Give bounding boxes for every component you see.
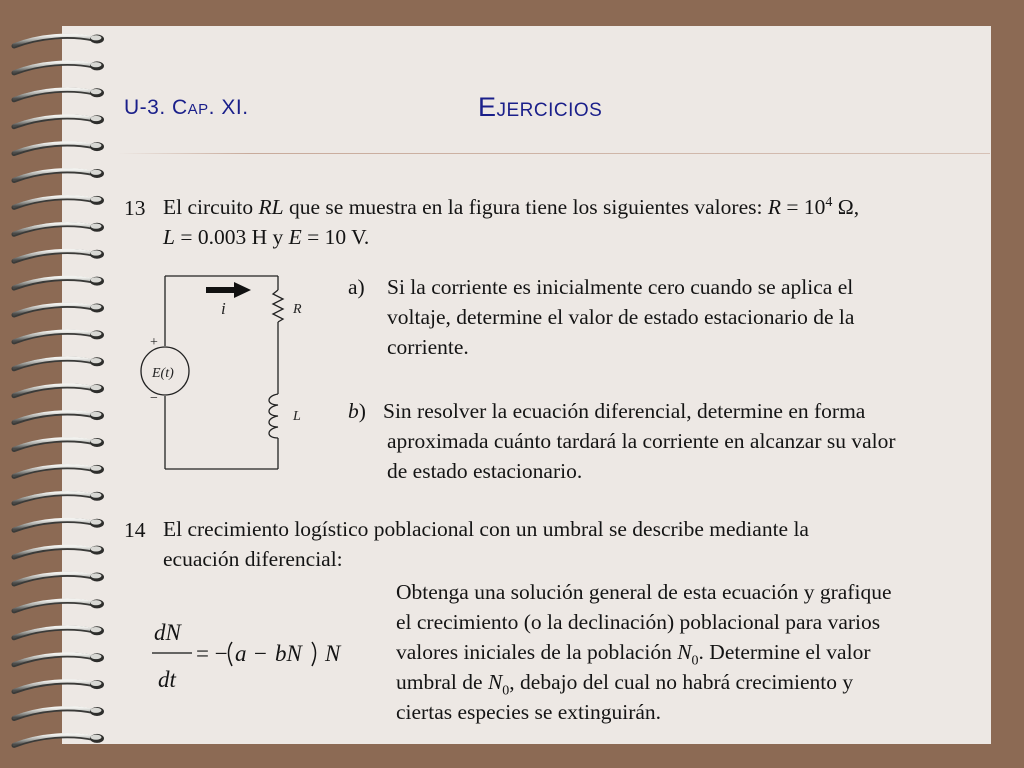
equation-minus: − <box>254 641 267 666</box>
minus-sign: − <box>150 391 158 406</box>
resistor-symbol <box>273 290 283 322</box>
plus-sign: + <box>150 335 158 350</box>
part-b-line2: aproximada cuánto tardará la corriente en alcanzar su valor <box>387 429 896 453</box>
exercise-14-body-line3: valores iniciales de la población $N_0$. Determine el valor <box>396 640 871 669</box>
binding-ring <box>14 653 104 665</box>
exercise-14-body-line5: ciertas especies se extinguirán. <box>396 700 662 724</box>
binding-ring <box>14 196 104 208</box>
part-a-line2: voltaje, determine el valor de estado estacionario de la <box>387 305 855 329</box>
part-a-line1: Si la corriente es inicialmente cero cuando se aplica el <box>387 275 854 299</box>
spiral-binding <box>0 0 120 768</box>
right-paren <box>312 642 316 666</box>
binding-ring <box>14 35 104 47</box>
rl-circuit-diagram <box>140 274 320 474</box>
part-a-line3: corriente. <box>387 335 469 359</box>
binding-ring <box>14 573 104 585</box>
binding-ring <box>14 599 104 611</box>
exercise-14-body-line2: el crecimiento (o la declinación) poblacional para varios <box>396 610 881 634</box>
current-arrow <box>206 282 251 298</box>
binding-ring <box>14 384 104 396</box>
exercise-14-body-line1: Obtenga una solución general de esta ecuación y grafique <box>396 580 892 604</box>
inductor-label: L <box>293 409 301 424</box>
exercise-14-number: 14 <box>124 518 146 542</box>
exercise-13-number: 13 <box>124 196 146 220</box>
binding-ring <box>14 626 104 638</box>
equation-numerator: dN <box>154 620 181 645</box>
equation-equals: = − <box>196 641 228 666</box>
binding-ring <box>14 707 104 719</box>
binding-ring <box>14 734 104 746</box>
binding-ring <box>14 411 104 423</box>
exercise-13-intro-line1: El circuito RL que se muestra en la figura tiene los siguientes valores: $R = 10^4$ Ω, <box>163 194 860 219</box>
binding-ring <box>14 115 104 127</box>
part-a-marker: a) <box>348 275 365 299</box>
binding-ring <box>14 88 104 100</box>
binding-ring <box>14 61 104 73</box>
logistic-equation <box>150 616 360 696</box>
binding-ring <box>14 277 104 289</box>
part-b-line1: Sin resolver la ecuación diferencial, determine en forma <box>383 399 866 423</box>
binding-ring <box>14 680 104 692</box>
binding-ring <box>14 465 104 477</box>
unit-chapter-label: U-3. Cap. XI. <box>124 96 249 119</box>
resistor-label: R <box>293 302 302 317</box>
equation-bn: bN <box>275 641 302 666</box>
part-b-line3: de estado estacionario. <box>387 459 583 483</box>
binding-ring <box>14 223 104 235</box>
exercise-13-intro-line2: L = 0.003 H y E = 10 V. <box>163 225 370 249</box>
header-divider <box>118 153 990 154</box>
inductor-symbol <box>269 394 278 438</box>
source-label: E(t) <box>152 366 174 381</box>
current-label: i <box>221 299 226 318</box>
binding-ring <box>14 546 104 558</box>
binding-ring <box>14 492 104 504</box>
binding-ring <box>14 250 104 262</box>
binding-ring <box>14 142 104 154</box>
exercise-14-intro-line2: ecuación diferencial: <box>163 547 343 571</box>
part-b-marker: b) <box>348 399 366 423</box>
binding-ring <box>14 330 104 342</box>
binding-ring <box>14 519 104 531</box>
binding-ring <box>14 169 104 181</box>
exercise-14-intro-line1: El crecimiento logístico poblacional con un umbral se describe mediante la <box>163 517 809 541</box>
exercise-14-body-line4: umbral de $N_0$, debajo del cual no habrá crecimiento y <box>396 670 854 699</box>
equation-n: N <box>325 641 341 666</box>
left-paren <box>229 642 233 666</box>
binding-ring <box>14 357 104 369</box>
binding-ring <box>14 438 104 450</box>
equation-a: a <box>235 641 247 666</box>
equation-denominator: dt <box>158 667 176 692</box>
binding-ring <box>14 304 104 316</box>
page-title: Ejercicios <box>478 92 603 122</box>
